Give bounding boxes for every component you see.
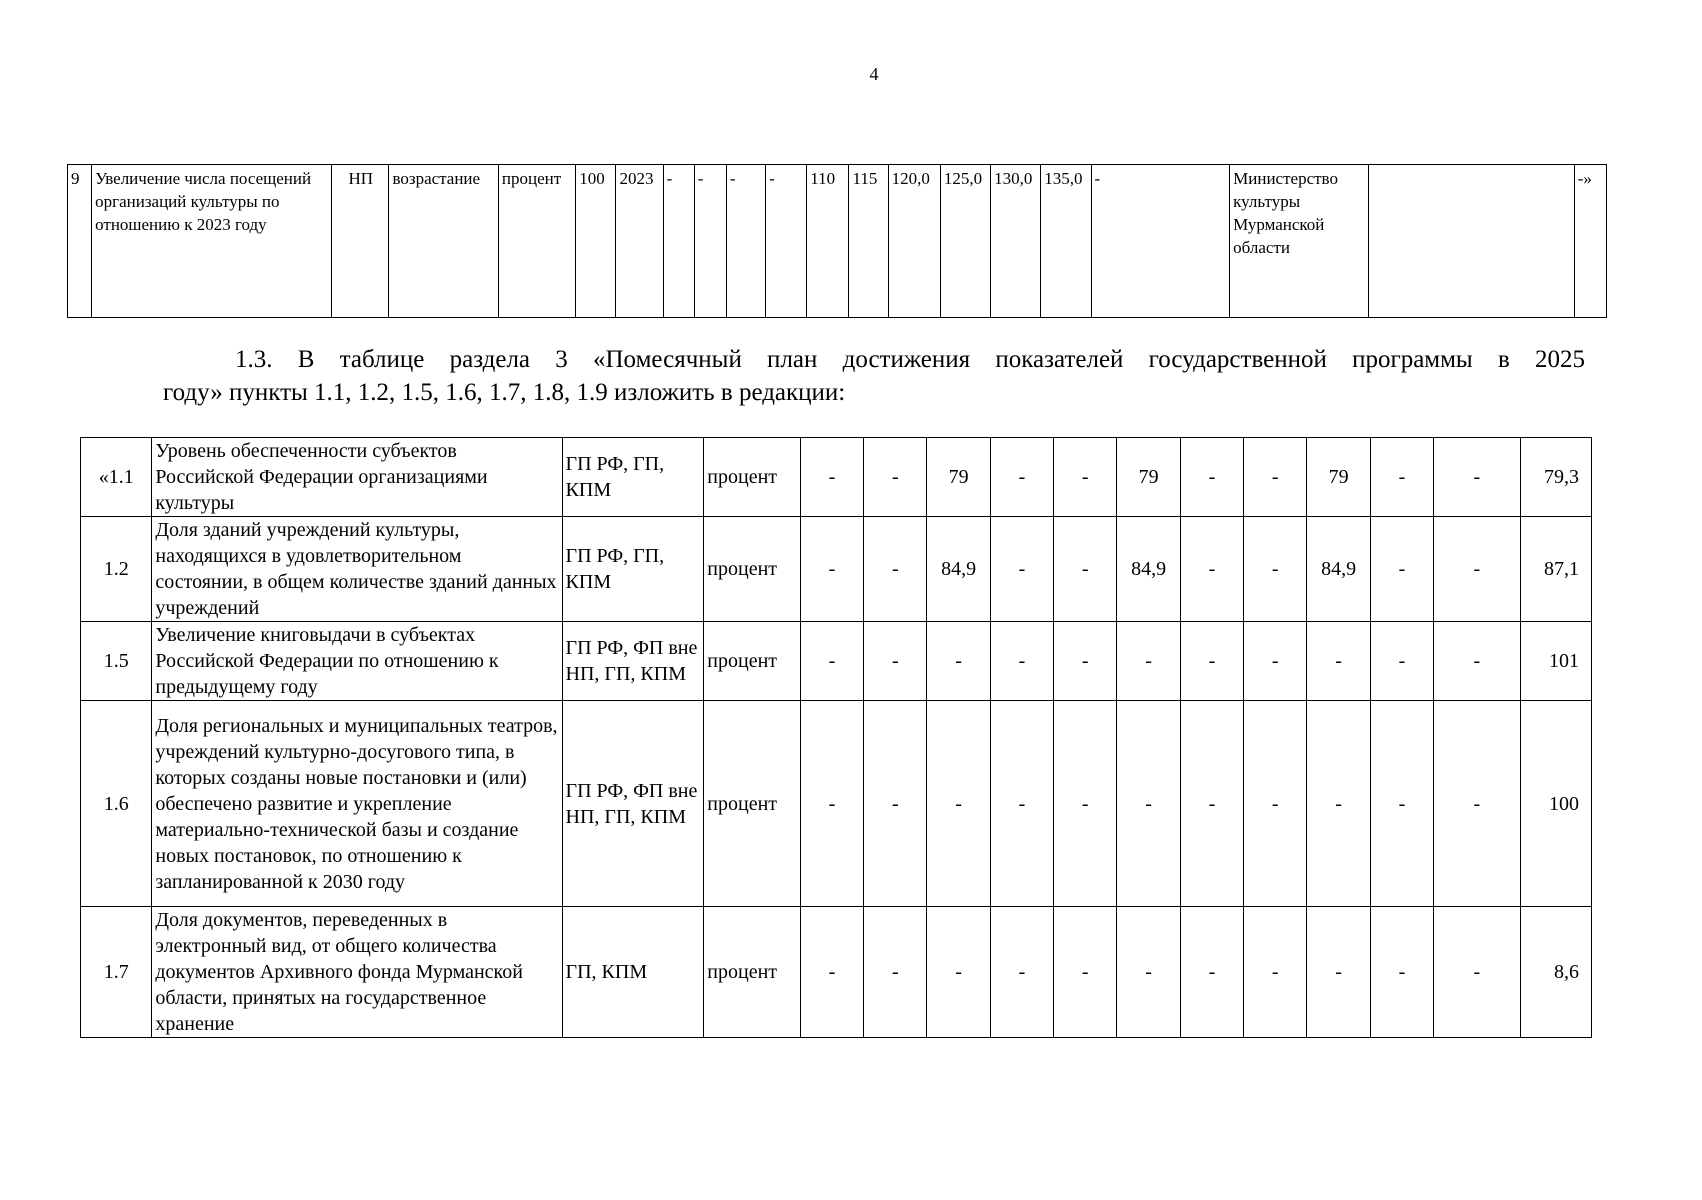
value-cell: 135,0 — [1041, 165, 1091, 318]
month-value-cell: - — [1244, 907, 1307, 1038]
month-value-cell: - — [990, 622, 1053, 701]
indicator-unit: процент — [704, 517, 801, 622]
month-value-cell: - — [1307, 622, 1370, 701]
amendment-paragraph — [163, 343, 1585, 409]
month-value-cell: - — [800, 438, 863, 517]
month-value-cell: - — [800, 907, 863, 1038]
table-row — [81, 907, 1592, 1038]
month-value-cell: - — [1307, 907, 1370, 1038]
month-value-cell: - — [927, 701, 990, 907]
indicator-table-top — [67, 164, 1607, 318]
indicator-name: Доля документов, переведенных в электронный вид, от общего количества документов Архивного фонда Мурманской области, принятых на государственное хранение — [152, 907, 562, 1038]
indicator-level: ГП, КПМ — [562, 907, 704, 1038]
month-value-cell: - — [1370, 517, 1433, 622]
value-cell: - — [1091, 165, 1230, 318]
month-value-cell: 79 — [927, 438, 990, 517]
month-value-cell: - — [1244, 438, 1307, 517]
month-value-cell: 79 — [1307, 438, 1370, 517]
responsible-org: Министерство культуры Мурманской области — [1230, 165, 1369, 318]
month-value-cell: - — [990, 517, 1053, 622]
month-value-cell: - — [1244, 622, 1307, 701]
month-value-cell: - — [1370, 438, 1433, 517]
page-number: 4 — [869, 64, 879, 84]
indicator-level: ГП РФ, ФП вне НП, ГП, КПМ — [562, 622, 704, 701]
month-value-cell: - — [927, 907, 990, 1038]
value-cell: - — [726, 165, 765, 318]
row-number: 1.2 — [81, 517, 152, 622]
month-value-cell: - — [1180, 438, 1243, 517]
month-value-cell: - — [1054, 622, 1117, 701]
month-value-cell: - — [990, 438, 1053, 517]
empty-cell — [1368, 165, 1574, 318]
month-value-cell: - — [927, 622, 990, 701]
value-cell: 125,0 — [940, 165, 990, 318]
indicator-name: Увеличение книговыдачи в субъектах Российской Федерации по отношению к предыдущему году — [152, 622, 562, 701]
month-value-cell: - — [1244, 517, 1307, 622]
indicator-unit: процент — [704, 438, 801, 517]
month-value-cell: 79 — [1117, 438, 1180, 517]
month-value-cell: - — [1054, 438, 1117, 517]
paragraph-line-1: 1.3. В таблице раздела 3 «Помесячный план достижения показателей государственной программы в 2025 — [235, 346, 1585, 373]
table-row — [81, 438, 1592, 517]
value-cell: - — [663, 165, 694, 318]
month-value-cell: - — [864, 438, 927, 517]
indicator-level: ГП РФ, ФП вне НП, ГП, КПМ — [562, 701, 704, 907]
month-value-cell: - — [1434, 907, 1520, 1038]
table-row — [81, 701, 1592, 907]
base-value: 100 — [576, 165, 616, 318]
month-value-cell: - — [1244, 701, 1307, 907]
month-value-cell: - — [864, 907, 927, 1038]
month-value-cell: - — [1117, 907, 1180, 1038]
month-value-cell: - — [864, 622, 927, 701]
month-value-cell: - — [1180, 622, 1243, 701]
month-value-cell: - — [864, 517, 927, 622]
month-value-cell: - — [1370, 701, 1433, 907]
month-value-cell: - — [1370, 907, 1433, 1038]
indicator-unit: процент — [704, 701, 801, 907]
indicator-unit: процент — [498, 165, 575, 318]
month-value-cell: - — [1370, 622, 1433, 701]
month-value-cell: - — [1180, 517, 1243, 622]
value-cell: - — [766, 165, 807, 318]
indicator-level: НП — [332, 165, 389, 318]
month-value-cell: - — [990, 701, 1053, 907]
table-row — [81, 622, 1592, 701]
value-cell: 130,0 — [991, 165, 1041, 318]
month-value-cell: 84,9 — [1307, 517, 1370, 622]
month-value-cell: - — [864, 701, 927, 907]
paragraph-line-2: году» пункты 1.1, 1.2, 1.5, 1.6, 1.7, 1.8, 1.9 изложить в редакции: — [163, 379, 846, 406]
month-value-cell: - — [1434, 622, 1520, 701]
row-number: «1.1 — [81, 438, 152, 517]
value-cell: 115 — [849, 165, 888, 318]
month-value-cell: 100 — [1520, 701, 1591, 907]
month-value-cell: - — [990, 907, 1053, 1038]
table-row — [81, 517, 1592, 622]
indicator-level: ГП РФ, ГП, КПМ — [562, 438, 704, 517]
month-value-cell: - — [800, 517, 863, 622]
month-value-cell: - — [1307, 701, 1370, 907]
month-value-cell: 87,1 — [1520, 517, 1591, 622]
indicator-name: Доля зданий учреждений культуры, находящихся в удовлетворительном состоянии, в общем количестве зданий данных учреждений — [152, 517, 562, 622]
indicator-unit: процент — [704, 622, 801, 701]
value-cell: 110 — [807, 165, 849, 318]
month-value-cell: - — [1054, 517, 1117, 622]
month-value-cell: - — [1434, 701, 1520, 907]
month-value-cell: - — [1117, 701, 1180, 907]
month-value-cell: - — [1054, 701, 1117, 907]
value-cell: - — [694, 165, 726, 318]
indicator-direction: возрастание — [389, 165, 498, 318]
month-value-cell: - — [800, 701, 863, 907]
row-number: 1.7 — [81, 907, 152, 1038]
month-value-cell: - — [1117, 622, 1180, 701]
month-value-cell: 101 — [1520, 622, 1591, 701]
month-value-cell: 84,9 — [927, 517, 990, 622]
base-year: 2023 — [616, 165, 663, 318]
table-row — [68, 165, 1607, 318]
indicator-name: Уровень обеспеченности субъектов Российской Федерации организациями культуры — [152, 438, 562, 517]
month-value-cell: 8,6 — [1520, 907, 1591, 1038]
row-number: 1.5 — [81, 622, 152, 701]
monthly-plan-table — [80, 437, 1592, 1038]
month-value-cell: - — [1054, 907, 1117, 1038]
month-value-cell: 79,3 — [1520, 438, 1591, 517]
indicator-unit: процент — [704, 907, 801, 1038]
row-number: 1.6 — [81, 701, 152, 907]
indicator-level: ГП РФ, ГП, КПМ — [562, 517, 704, 622]
closing-quote: -» — [1574, 165, 1606, 318]
month-value-cell: 84,9 — [1117, 517, 1180, 622]
month-value-cell: - — [1434, 438, 1520, 517]
month-value-cell: - — [1180, 701, 1243, 907]
indicator-name: Увеличение числа посещений организаций культуры по отношению к 2023 году — [92, 165, 332, 318]
month-value-cell: - — [1180, 907, 1243, 1038]
month-value-cell: - — [1434, 517, 1520, 622]
month-value-cell: - — [800, 622, 863, 701]
value-cell: 120,0 — [888, 165, 940, 318]
indicator-name: Доля региональных и муниципальных театров, учреждений культурно-досугового типа, в которых созданы новые постановки и (или) обеспечено развитие и укрепление материально-технической базы и создание новых постановок, по отношению к запланированной к 2030 году — [152, 701, 562, 907]
row-number: 9 — [68, 165, 92, 318]
